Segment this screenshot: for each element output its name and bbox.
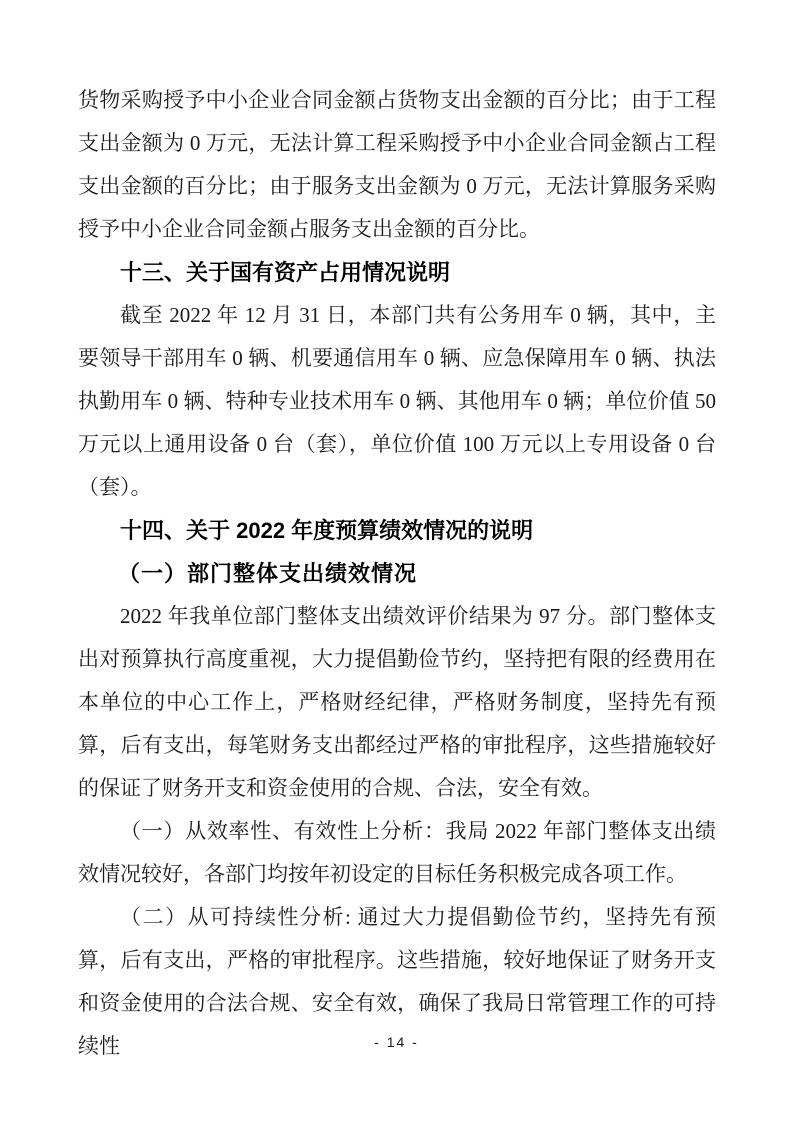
document-body <box>78 79 716 1068</box>
body-paragraph-sustainability-analysis: （二）从可持续性分析: 通过大力提倡勤俭节约，坚持先有预算，后有支出，严格的审批程序。这些措施，较好地保证了财务开支和资金使用的合法合规、安全有效，确保了我局日常管理工作的可持续性 <box>78 905 716 1058</box>
body-paragraph-state-assets: 截至 2022 年 12 月 31 日，本部门共有公务用车 0 辆，其中，主要领导干部用车 0 辆、机要通信用车 0 辆、应急保障用车 0 辆、执法执勤用车 0 辆、特种专业技术用车 0 辆、其他用车 0 辆；单位价值 50 万元以上通用设备 0 台（套），单位价值 100 万元以上专用设备 0 台（套）。 <box>78 303 716 499</box>
page-number: - 14 - <box>374 1034 419 1050</box>
section-heading-13-state-assets: 十三、关于国有资产占用情况说明 <box>120 260 451 285</box>
subsection-heading-overall-expenditure: （一）部门整体支出绩效情况 <box>118 561 418 586</box>
section-heading-14-budget-performance: 十四、关于 2022 年度预算绩效情况的说明 <box>120 518 534 543</box>
body-paragraph-performance-score: 2022 年我单位部门整体支出绩效评价结果为 97 分。部门整体支出对预算执行高度重视，大力提倡勤俭节约，坚持把有限的经费用在本单位的中心工作上，严格财经纪律，严格财务制度，坚持先有预算，后有支出，每笔财务支出都经过严格的审批程序，这些措施较好的保证了财务开支和资金使用的合规、合法，安全有效。 <box>78 604 716 800</box>
body-paragraph-efficiency-analysis: （一）从效率性、有效性上分析：我局 2022 年部门整体支出绩效情况较好，各部门均按年初设定的目标任务积极完成各项工作。 <box>78 819 716 886</box>
body-paragraph-procurement-continued: 货物采购授予中小企业合同金额占货物支出金额的百分比；由于工程支出金额为 0 万元，无法计算工程采购授予中小企业合同金额占工程支出金额的百分比；由于服务支出金额为 0 万元，无法计算服务采购授予中小企业合同金额占服务支出金额的百分比。 <box>78 88 716 241</box>
